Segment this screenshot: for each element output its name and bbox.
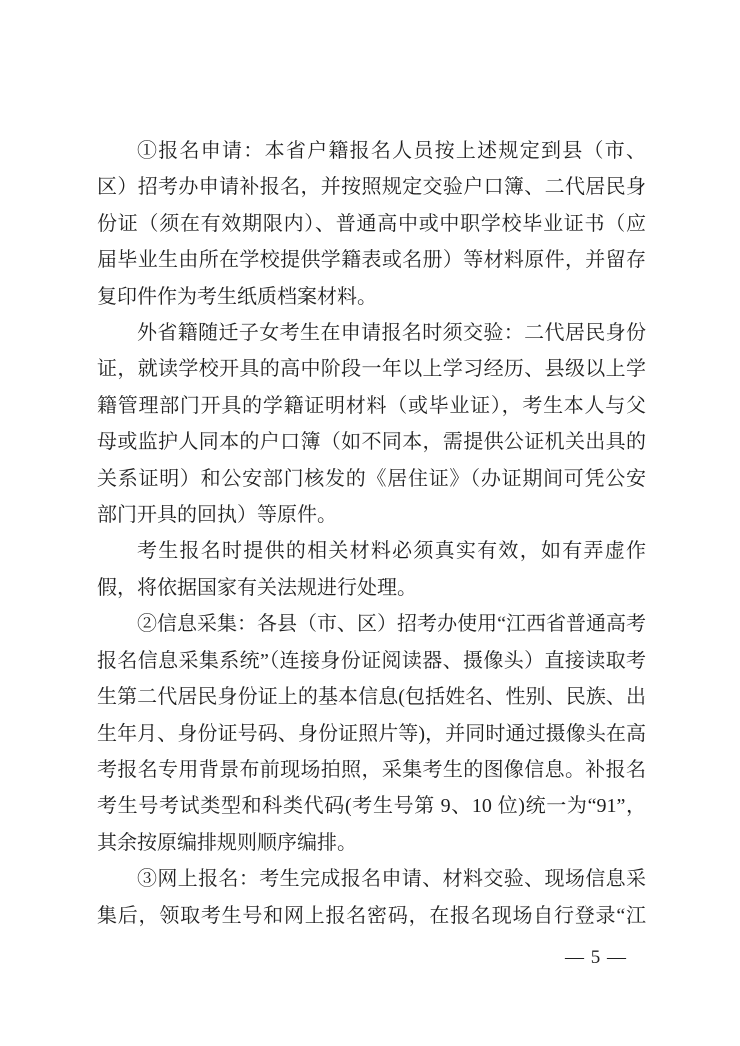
document-body: [97, 133, 646, 934]
page-number: — 5 —: [565, 947, 627, 968]
paragraph-registration-application: ①报名申请：本省户籍报名人员按上述规定到县（市、区）招考办申请补报名，并按照规定交验户口簿、二代居民身份证（须在有效期限内）、普通高中或中职学校毕业证书（应届毕业生由所在学校提供学籍表或名册）等材料原件，并留存复印件作为考生纸质档案材料。: [97, 140, 646, 308]
paragraph-online-registration: ③网上报名：考生完成报名申请、材料交验、现场信息采集后，领取考生号和网上报名密码，在报名现场自行登录“江: [97, 868, 646, 927]
paragraph-information-collection: ②信息采集：各县（市、区）招考办使用“江西省普通高考报名信息采集系统”（连接身份证阅读器、摄像头）直接读取考生第二代居民身份证上的基本信息(包括姓名、性别、民族、出生年月、身份证号码、身份证照片等)，并同时通过摄像头在高考报名专用背景布前现场拍照，采集考生的图像信息。补报名考生号考试类型和科类代码(考生号第 9、10 位)统一为“91”，其余按原编排规则顺序编排。: [97, 613, 646, 854]
paragraph-material-authenticity: 考生报名时提供的相关材料必须真实有效，如有弄虚作假，将依据国家有关法规进行处理。: [97, 540, 646, 599]
paragraph-migrant-children-requirements: 外省籍随迁子女考生在申请报名时须交验：二代居民身份证，就读学校开具的高中阶段一年以上学习经历、县级以上学籍管理部门开具的学籍证明材料（或毕业证），考生本人与父母或监护人同本的户口簿（如不同本，需提供公证机关出具的关系证明）和公安部门核发的《居住证》（办证期间可凭公安部门开具的回执）等原件。: [97, 322, 646, 527]
